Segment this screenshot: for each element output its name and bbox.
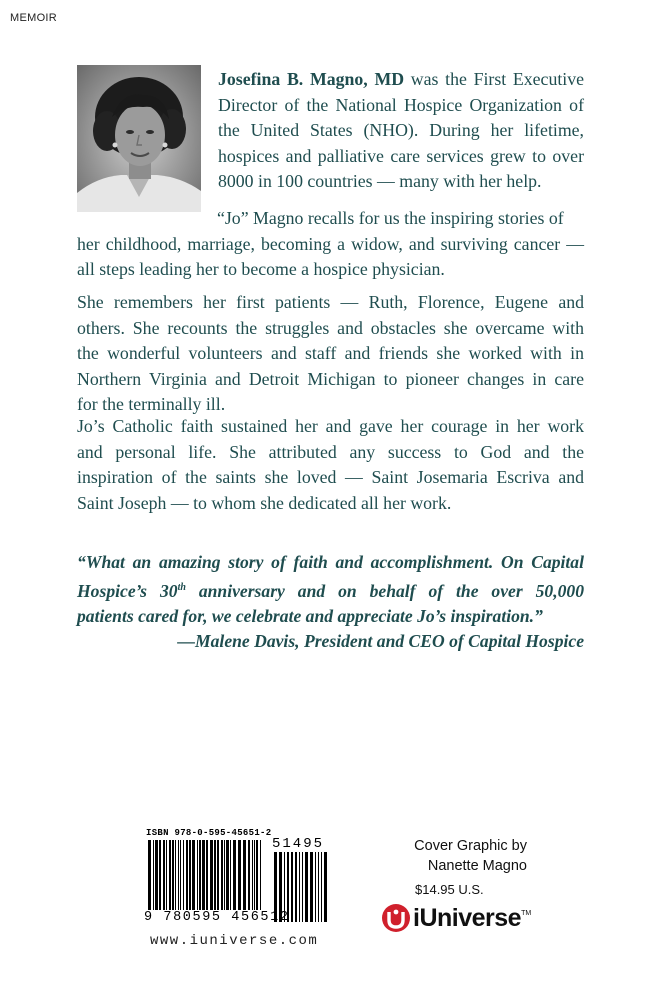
barcode-bar	[197, 840, 198, 910]
bio-paragraph	[218, 67, 584, 195]
barcode-bar	[189, 840, 191, 910]
barcode-bar	[256, 840, 258, 910]
barcode-bar	[248, 840, 250, 910]
barcode-bar	[226, 840, 229, 910]
barcode-addon-bar	[305, 852, 308, 922]
paragraph-line: Northern Virginia and Detroit Michigan to pioneer changes in care	[77, 368, 584, 389]
barcode-bar	[206, 840, 208, 910]
author-name: Josefina B. Magno, MD	[218, 69, 405, 89]
paragraph-line: Jo’s Catholic faith sustained her and gave her courage in her work	[77, 416, 584, 436]
bio-line: hospices and palliative care services grew to over	[218, 145, 584, 166]
barcode-bar	[217, 840, 219, 910]
bio-line: the United States (NHO). During her lifetime,	[218, 120, 584, 140]
barcode-addon-bar	[321, 852, 322, 922]
paragraph-line: the wonderful volunteers and staff and friends she worked with in	[77, 343, 584, 363]
barcode-bar	[175, 840, 176, 910]
paragraph-line: inspiration of the saints she loved — Saint Josemaria Escriva and	[77, 467, 584, 487]
book-price: $14.95 U.S.	[415, 882, 484, 897]
publisher-url: www.iuniverse.com	[150, 933, 319, 949]
barcode-addon-bar	[302, 852, 303, 922]
paragraph-line: Saint Joseph — to whom she dedicated all her work.	[77, 492, 452, 513]
barcode-addon-bar	[299, 852, 300, 922]
barcode-addon-bar	[291, 852, 293, 922]
barcode-bar	[254, 840, 255, 910]
quote-line: patients cared for, we celebrate and appreciate Jo’s inspiration.”	[77, 606, 543, 626]
barcode-bar	[230, 840, 231, 910]
barcode-bar	[210, 840, 213, 910]
bio-line: was the First Executive	[404, 69, 585, 89]
barcode-bar	[224, 840, 225, 910]
credit-line: Cover Graphic by	[414, 838, 527, 854]
barcode-bar	[214, 840, 216, 910]
publisher-name: iUniverse	[413, 903, 522, 932]
author-photo	[77, 65, 201, 212]
genre-label: MEMOIR	[10, 12, 58, 24]
quote-attribution: —Malene Davis, President and CEO of Capital Hospice	[177, 631, 584, 651]
barcode-bar	[243, 840, 246, 910]
publisher-logo	[381, 902, 531, 934]
credit-line: Nanette Magno	[427, 858, 527, 874]
barcode-bar	[166, 840, 167, 910]
barcode-bar	[233, 840, 236, 910]
paragraph-1	[77, 206, 584, 283]
barcode-bar	[238, 840, 241, 910]
paragraph-line: others. She recounts the struggles and obstacles she overcame with	[77, 317, 584, 338]
paragraph-line: all steps leading her to become a hospice physician.	[77, 259, 445, 279]
iuniverse-logo-icon	[381, 903, 411, 933]
barcode-addon-bar	[295, 852, 297, 922]
paragraph-line: She remembers her first patients — Ruth, Florence, Eugene and	[77, 292, 584, 312]
barcode-bar	[178, 840, 179, 910]
barcode-bar	[172, 840, 174, 910]
barcode-bar	[148, 840, 151, 910]
barcode-addon-bar	[324, 852, 327, 922]
price-code: 51495	[272, 836, 325, 852]
bio-line: Director of the National Hospice Organization of	[218, 94, 584, 115]
barcode-bar	[199, 840, 201, 910]
barcode-bar	[183, 840, 184, 910]
barcode-bar	[159, 840, 161, 910]
endorsement-quote	[77, 550, 584, 654]
paragraph-3	[77, 414, 584, 516]
barcode-bar	[202, 840, 205, 910]
quote-line: “What an amazing story of faith and accomplishment. On Capital	[77, 552, 584, 572]
bio-line: 8000 in 100 countries — many with her help.	[218, 171, 542, 191]
barcode-addon-bar	[310, 852, 313, 922]
barcode-bar	[155, 840, 158, 910]
barcode-addon-bar	[318, 852, 319, 922]
barcode-bar	[192, 840, 195, 910]
barcode-bar	[180, 840, 181, 910]
barcode-addon-bar	[315, 852, 316, 922]
barcode-bar	[221, 840, 223, 910]
paragraph-line: her childhood, marriage, becoming a widow, and surviving cancer —	[77, 233, 584, 254]
barcode-bar	[163, 840, 165, 910]
paragraph-line: and personal life. She attributed any success to God and the	[77, 441, 584, 462]
trademark-mark: TM	[521, 910, 532, 917]
cover-credit	[414, 836, 527, 876]
barcode-digits: 9 780595 456512	[144, 910, 290, 925]
barcode-bar	[169, 840, 171, 910]
quote-line: Hospice’s 30th anniversary and on behalf of the over 50,000	[77, 581, 584, 601]
barcode-bar	[186, 840, 188, 910]
barcode-bar	[153, 840, 154, 910]
paragraph-line: for the terminally ill.	[77, 394, 226, 414]
isbn-number: ISBN 978-0-595-45651-2	[146, 828, 272, 838]
paragraph-line: “Jo” Magno recalls for us the inspiring stories of	[217, 208, 564, 228]
barcode-bar	[260, 840, 261, 910]
barcode-bar	[252, 840, 253, 910]
paragraph-2	[77, 290, 584, 418]
